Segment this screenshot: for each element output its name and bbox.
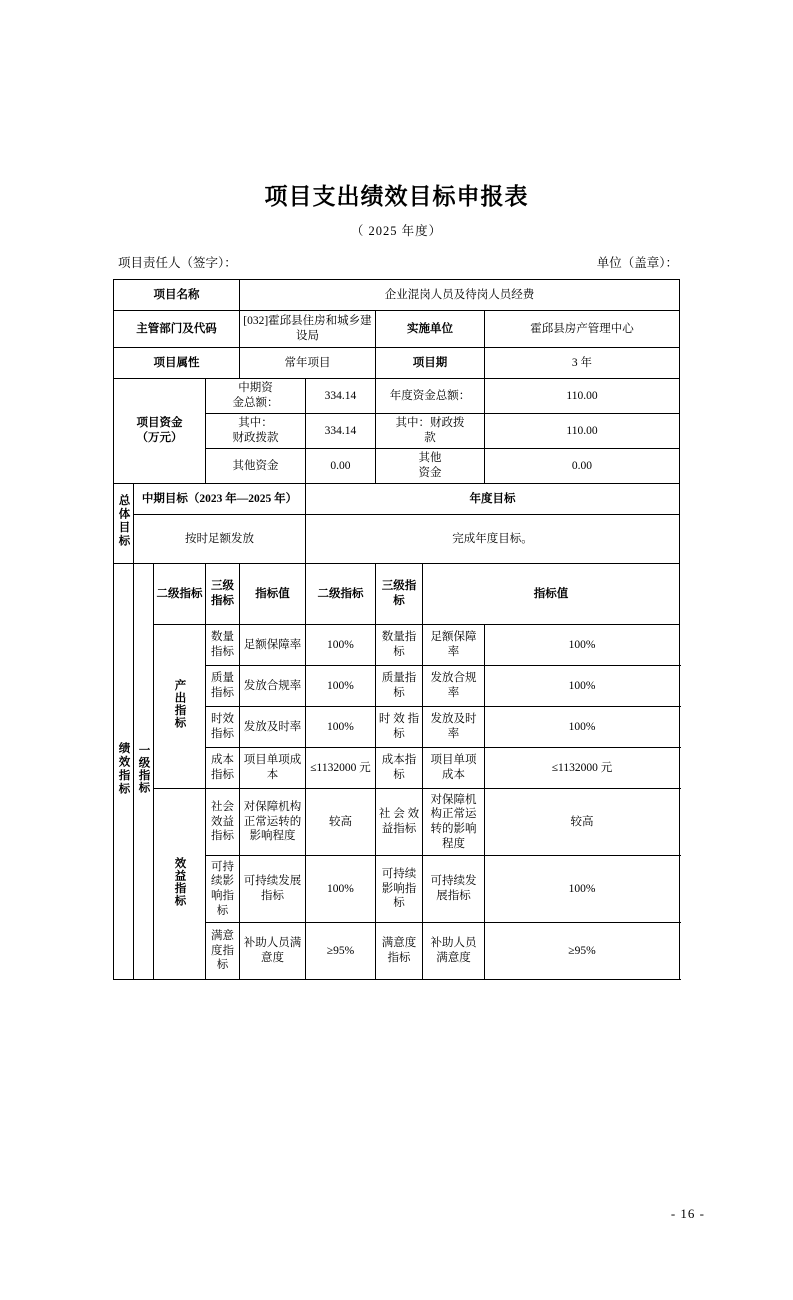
table-row-indicator <box>113 789 679 856</box>
table-row-overall-content <box>113 515 679 564</box>
funds-label <box>113 379 205 484</box>
year-total-value: 110.00 <box>484 379 679 414</box>
indicator-value-year: ≤1132000 元 <box>484 748 679 789</box>
level2-value-year: 满意度指标 <box>375 923 422 980</box>
table-row-department <box>113 311 679 348</box>
level3-value: 补助人员满意度 <box>239 923 305 980</box>
department-value: [032]霍邱县住房和城乡建设局 <box>239 311 375 348</box>
funds-label-line2: （万元） <box>136 432 183 444</box>
level2-indicator-header-mid: 二级指标 <box>153 564 205 625</box>
page <box>0 178 793 1300</box>
year-fiscal-value: 110.00 <box>484 414 679 449</box>
indicator-value: 100% <box>305 856 375 923</box>
mid-total-label-line2: 金总额： <box>232 397 279 409</box>
level1-indicator-header: 一级指标 <box>133 564 153 980</box>
level2-value: 质量指标 <box>205 666 239 707</box>
indicator-value-year: 100% <box>484 625 679 666</box>
year-goal-value: 完成年度目标。 <box>305 515 679 564</box>
attribute-label: 项目属性 <box>113 348 239 379</box>
indicator-value: 100% <box>305 625 375 666</box>
project-name-label: 项目名称 <box>113 280 239 311</box>
mid-total-label <box>205 379 305 414</box>
mid-fiscal-label-line1: 其中： <box>238 417 273 430</box>
table-row-perf-header <box>113 564 679 625</box>
overall-goal-side-label: 总体目标 <box>113 484 133 564</box>
table-row-indicator <box>113 625 679 666</box>
year-fiscal-label-line1: 其中：财政拨 <box>395 417 465 430</box>
indicator-value: ≤1132000 元 <box>305 748 375 789</box>
indicator-value-year: 100% <box>484 707 679 748</box>
year-fiscal-label-line2: 款 <box>424 432 436 444</box>
performance-target-table <box>113 279 680 980</box>
level2-value-year: 成本指标 <box>375 748 422 789</box>
table-row-funds-mid-total <box>113 379 679 414</box>
performance-side-label: 绩效指标 <box>113 564 133 980</box>
level2-value-year: 时 效 指标 <box>375 707 422 748</box>
year-total-label: 年度资金总额： <box>375 379 484 414</box>
mid-total-value: 334.14 <box>305 379 375 414</box>
page-title: 项目支出绩效目标申报表 <box>264 184 529 209</box>
group-output-label: 产出指标 <box>153 625 205 789</box>
level2-value-year: 社 会 效益指标 <box>375 789 422 856</box>
level2-value: 可持续影响指标 <box>205 856 239 923</box>
attribute-value: 常年项目 <box>239 348 375 379</box>
page-number: - 16 - <box>670 1206 705 1221</box>
mid-fiscal-value: 334.14 <box>305 414 375 449</box>
group-benefit-label: 效益指标 <box>153 789 205 980</box>
level3-value-year: 发放及时率 <box>422 707 484 748</box>
level3-value-year: 项目单项成本 <box>422 748 484 789</box>
indicator-value: ≥95% <box>305 923 375 980</box>
year-other-label-line2: 资金 <box>418 467 442 479</box>
table-row-attribute <box>113 348 679 379</box>
level3-value: 项目单项成本 <box>239 748 305 789</box>
mid-other-value: 0.00 <box>305 449 375 484</box>
level3-value: 可持续发展指标 <box>239 856 305 923</box>
level2-value: 社会效益指标 <box>205 789 239 856</box>
indicator-value-year: 100% <box>484 666 679 707</box>
indicator-value-year: 100% <box>484 856 679 923</box>
level2-value-year: 质量指标 <box>375 666 422 707</box>
level3-value: 足额保障率 <box>239 625 305 666</box>
level3-value-year: 对保障机构正常运转的影响程度 <box>422 789 484 856</box>
year-other-label <box>375 449 484 484</box>
indicator-value-year: 较高 <box>484 789 679 856</box>
table-row-project-name <box>113 280 679 311</box>
period-value: 3 年 <box>484 348 679 379</box>
level2-value-year: 数量指标 <box>375 625 422 666</box>
level3-value-year: 可持续发展指标 <box>422 856 484 923</box>
level2-indicator-header-year: 二级指标 <box>305 564 375 625</box>
indicator-value-year: ≥95% <box>484 923 679 980</box>
indicator-value: 100% <box>305 666 375 707</box>
level2-value: 时效指标 <box>205 707 239 748</box>
department-label: 主管部门及代码 <box>113 311 239 348</box>
indicator-value-header-mid: 指标值 <box>239 564 305 625</box>
mid-fiscal-label-line2: 财政拨款 <box>232 432 279 444</box>
page-subtitle: （ 2025 年度） <box>350 224 443 238</box>
level2-value: 数量指标 <box>205 625 239 666</box>
level3-value-year: 补助人员满意度 <box>422 923 484 980</box>
level2-value-year: 可持续影响指标 <box>375 856 422 923</box>
funds-label-line1: 项目资金 <box>136 417 183 430</box>
level3-value: 发放及时率 <box>239 707 305 748</box>
level3-value: 对保障机构正常运转的影响程度 <box>239 789 305 856</box>
indicator-value-header-year: 指标值 <box>422 564 679 625</box>
mid-total-label-line1: 中期资 <box>238 382 273 395</box>
impl-unit-label: 实施单位 <box>375 311 484 348</box>
responsible-person-label: 项目责任人（签字）： <box>118 256 237 270</box>
period-label: 项目期 <box>375 348 484 379</box>
level3-indicator-header-mid: 三级指标 <box>205 564 239 625</box>
indicator-value: 较高 <box>305 789 375 856</box>
impl-unit-value: 霍邱县房产管理中心 <box>484 311 679 348</box>
year-other-label-line1: 其他 <box>418 452 442 465</box>
project-name-value: 企业混岗人员及待岗人员经费 <box>239 280 679 311</box>
level2-value: 成本指标 <box>205 748 239 789</box>
level3-value-year: 发放合规率 <box>422 666 484 707</box>
unit-seal-label: 单位（盖章）： <box>596 256 678 270</box>
signature-row <box>0 253 793 271</box>
level2-value: 满意度指标 <box>205 923 239 980</box>
level3-value: 发放合规率 <box>239 666 305 707</box>
year-fiscal-label <box>375 414 484 449</box>
mid-other-label: 其他资金 <box>205 449 305 484</box>
mid-goal-header: 中期目标（2023 年—2025 年） <box>133 484 305 515</box>
mid-goal-value: 按时足额发放 <box>133 515 305 564</box>
level3-value-year: 足额保障率 <box>422 625 484 666</box>
level3-indicator-header-year: 三级指标 <box>375 564 422 625</box>
mid-fiscal-label <box>205 414 305 449</box>
year-other-value: 0.00 <box>484 449 679 484</box>
indicator-value: 100% <box>305 707 375 748</box>
table-row-overall-header <box>113 484 679 515</box>
year-goal-header: 年度目标 <box>305 484 679 515</box>
